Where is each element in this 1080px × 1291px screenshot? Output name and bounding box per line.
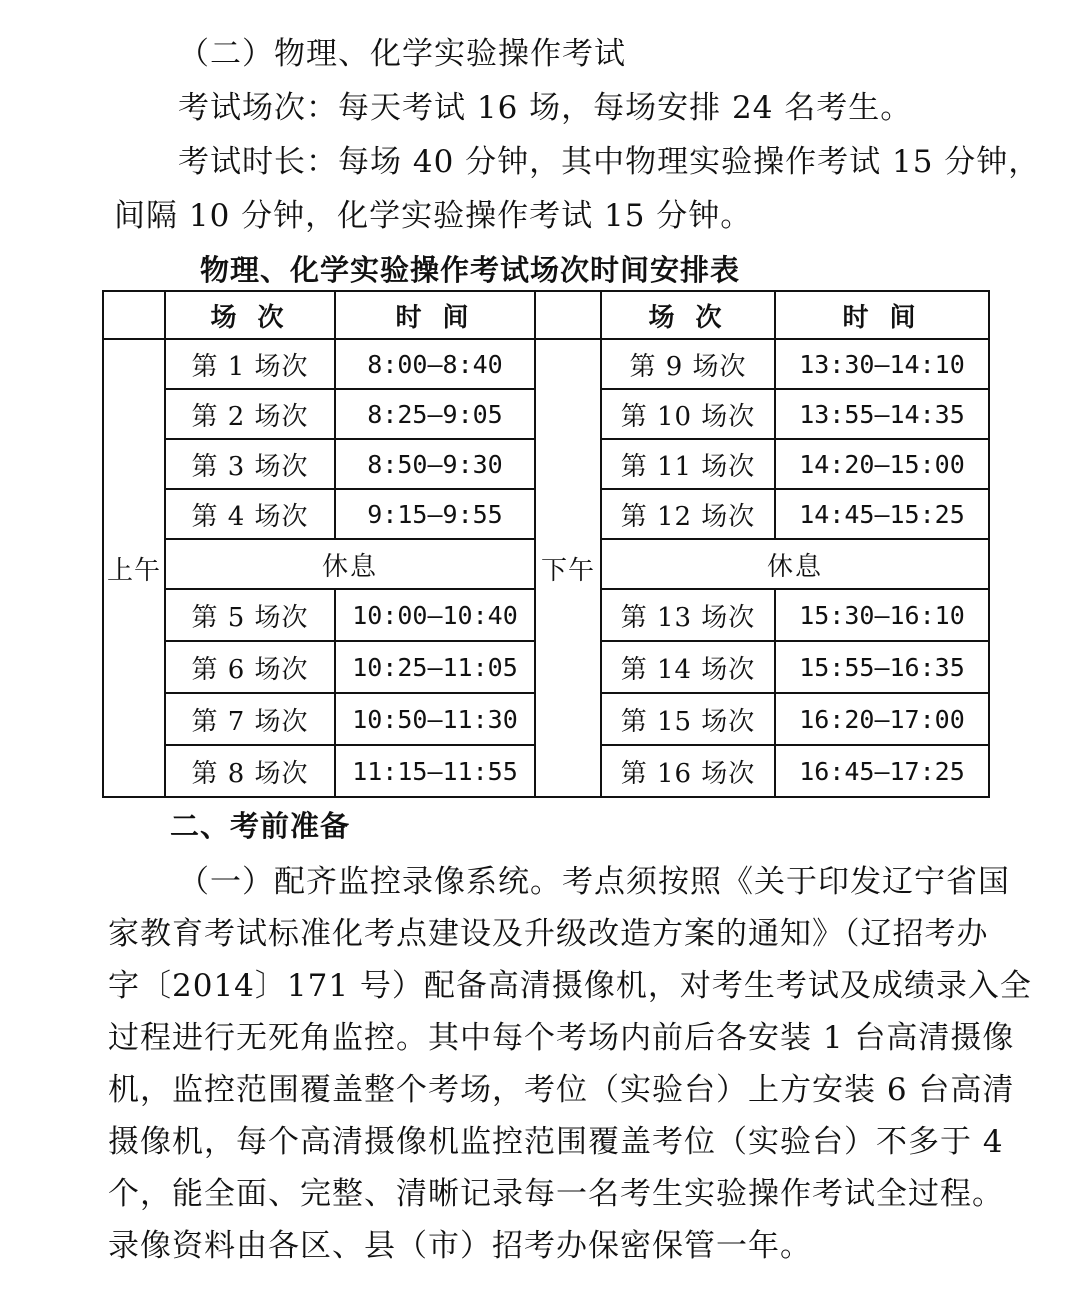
sessions-paragraph: 考试场次：每天考试 16 场，每场安排 24 名考生。	[178, 90, 913, 126]
time-cell: 16:20—17:00	[775, 693, 989, 745]
time-cell: 11:15—11:55	[335, 745, 535, 797]
session-cell: 第 15 场次	[601, 693, 775, 745]
header-session-afternoon: 场 次	[601, 291, 775, 339]
duration-paragraph-line-2: 间隔 10 分钟，化学实验操作考试 15 分钟。	[114, 198, 753, 234]
time-cell: 9:15—9:55	[335, 489, 535, 539]
paragraph-line: 摄像机，每个高清摄像机监控范围覆盖考位（实验台）不多于 4	[108, 1124, 1004, 1160]
session-cell: 第 5 场次	[165, 589, 335, 641]
subsection-heading: （二）物理、化学实验操作考试	[178, 36, 626, 72]
session-cell: 第 16 场次	[601, 745, 775, 797]
time-cell: 8:50—9:30	[335, 439, 535, 489]
time-cell: 8:25—9:05	[335, 389, 535, 439]
session-cell: 第 7 场次	[165, 693, 335, 745]
paragraph-line: 录像资料由各区、县（市）招考办保密保管一年。	[108, 1228, 812, 1264]
time-cell: 13:55—14:35	[775, 389, 989, 439]
header-blank-cell	[535, 291, 601, 339]
duration-paragraph-line-1: 考试时长：每场 40 分钟，其中物理实验操作考试 15 分钟，	[178, 144, 1041, 180]
time-cell: 15:30—16:10	[775, 589, 989, 641]
table-row	[103, 339, 989, 389]
session-cell: 第 3 场次	[165, 439, 335, 489]
session-cell: 第 9 场次	[601, 339, 775, 389]
session-cell: 第 8 场次	[165, 745, 335, 797]
table-header-row	[103, 291, 989, 339]
time-cell: 13:30—14:10	[775, 339, 989, 389]
paragraph-line: （一）配齐监控录像系统。考点须按照《关于印发辽宁省国	[178, 864, 1010, 900]
time-cell: 16:45—17:25	[775, 745, 989, 797]
session-cell: 第 14 场次	[601, 641, 775, 693]
paragraph-line: 家教育考试标准化考点建设及升级改造方案的通知》（辽招考办	[108, 916, 989, 952]
break-cell-morning: 休息	[165, 539, 535, 589]
paragraph-line: 机，监控范围覆盖整个考场，考位（实验台）上方安装 6 台高清	[108, 1072, 1015, 1108]
break-cell-afternoon: 休息	[601, 539, 989, 589]
header-blank-cell	[103, 291, 165, 339]
session-cell: 第 4 场次	[165, 489, 335, 539]
time-cell: 14:45—15:25	[775, 489, 989, 539]
header-session-morning: 场 次	[165, 291, 335, 339]
paragraph-line: 字〔2014〕171 号）配备高清摄像机，对考生考试及成绩录入全	[108, 968, 1032, 1004]
session-cell: 第 1 场次	[165, 339, 335, 389]
paragraph-line: 个，能全面、完整、清晰记录每一名考生实验操作考试全过程。	[108, 1176, 1004, 1212]
header-time-morning: 时 间	[335, 291, 535, 339]
time-cell: 15:55—16:35	[775, 641, 989, 693]
session-cell: 第 6 场次	[165, 641, 335, 693]
afternoon-label: 下午	[535, 339, 601, 797]
morning-label: 上午	[103, 339, 165, 797]
session-cell: 第 12 场次	[601, 489, 775, 539]
paragraph-line: 过程进行无死角监控。其中每个考场内前后各安装 1 台高清摄像	[108, 1020, 1015, 1056]
table-caption: 物理、化学实验操作考试场次时间安排表	[200, 253, 741, 287]
time-cell: 8:00—8:40	[335, 339, 535, 389]
section-heading: 二、考前准备	[170, 809, 351, 843]
schedule-table	[102, 290, 990, 798]
session-cell: 第 2 场次	[165, 389, 335, 439]
time-cell: 10:50—11:30	[335, 693, 535, 745]
session-cell: 第 13 场次	[601, 589, 775, 641]
time-cell: 10:00—10:40	[335, 589, 535, 641]
header-time-afternoon: 时 间	[775, 291, 989, 339]
time-cell: 10:25—11:05	[335, 641, 535, 693]
session-cell: 第 10 场次	[601, 389, 775, 439]
time-cell: 14:20—15:00	[775, 439, 989, 489]
session-cell: 第 11 场次	[601, 439, 775, 489]
